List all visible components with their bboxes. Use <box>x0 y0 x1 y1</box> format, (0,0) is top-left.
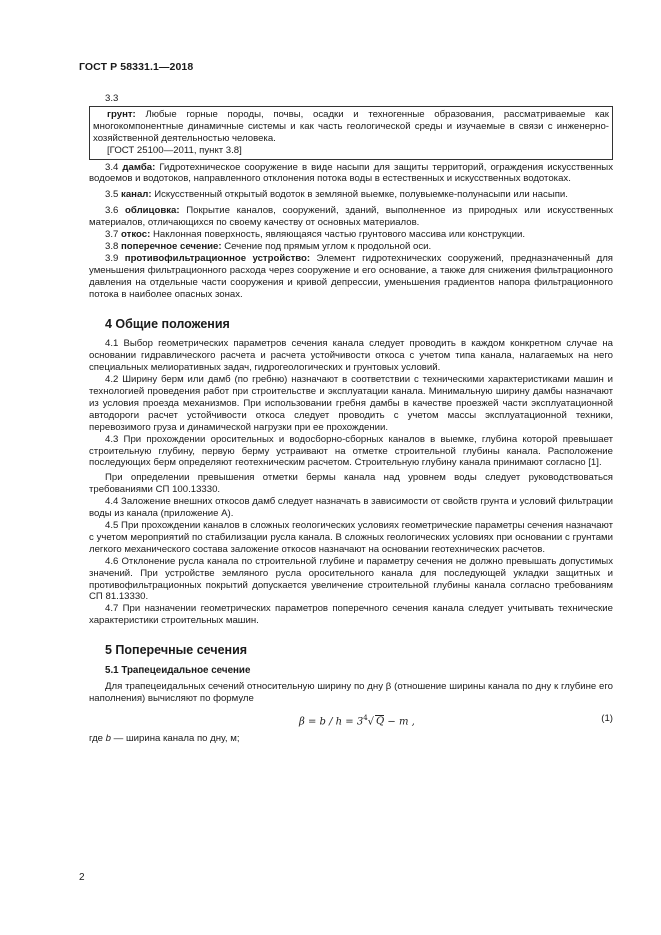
section-5-title: 5 Поперечные сечения <box>105 643 248 658</box>
term-3-3-reference: [ГОСТ 25100—2011, пункт 3.8] <box>107 144 242 156</box>
paragraph-5-1-intro: Для трапецеидальных сечений относительную ширину по дну β (отношение ширины канала по дну к глубине его наполнения) вычисляют по формуле <box>89 680 613 704</box>
formula-expression <box>299 713 415 728</box>
term-text: Элемент гидротехнических сооружений, предназначенный для уменьшения фильтрационного расхода через сооружение и его основание, а также для снижения фильтрационного давления на отдельные части сооружения и кривой депрессии, уменьшения градиентов напора фильтрационного потока в наиболее опасных зонах. <box>89 252 613 300</box>
paragraph-4-4: 4.4 Заложение внешних откосов дамб следует назначать в зависимости от свойств грунта и условий фильтрации воды из канала (приложение А). <box>89 496 613 520</box>
paragraph-4-6: 4.6 Отклонение русла канала по строительной глубине и параметру сечения не должно превышать допустимых значений. При устройстве земляного русла оросительного канала для последующей укладки защитных и противофильтрационных покрытий допускается увеличение строительной глубины канала согласно требованиям СП 81.13330. <box>89 555 613 603</box>
term-3-8 <box>89 241 613 253</box>
term-number: 3.6 <box>105 205 126 217</box>
term-3-3-text: Любые горные породы, почвы, осадки и техногенные образования, рассматриваемые как многокомпонентные динамичные системы и как часть геологической среды и изучаемые в связи с инженерно-хозяйственной деятельностью человека. <box>93 108 609 144</box>
term-name: противофильтрационное устройство: <box>124 252 311 264</box>
term-3-3-box <box>89 106 613 160</box>
term-text: Искусственный открытый водоток в земляной выемке, полувыемке-полунасыпи или насыпи. <box>151 189 568 201</box>
section-4-body <box>89 338 613 627</box>
term-3-3-term: грунт: <box>107 108 136 120</box>
where-prefix: где <box>89 732 106 744</box>
where-text: — ширина канала по дну, м; <box>111 732 240 744</box>
formula-root-index: 4 <box>363 713 368 722</box>
formula-where <box>89 733 613 745</box>
term-number: 3.8 <box>105 240 122 252</box>
document-body <box>89 93 613 745</box>
term-3-5 <box>89 189 613 201</box>
term-name: поперечное сечение: <box>121 240 222 252</box>
formula-tail: − m , <box>384 716 415 728</box>
paragraph-4-3: 4.3 При прохождении оросительных и водосборно-сборных каналов в выемке, глубина которой превышает строительную глубину, первую берму устраивают на отметке строительной глубины канала. Расположение последующих берм определяют геотехническим расчетом. Строительную глубину канала принимают согласно [1]. <box>89 433 613 469</box>
term-name: канал: <box>121 189 152 201</box>
term-3-4 <box>89 162 613 186</box>
term-number: 3.4 <box>105 161 123 173</box>
paragraph-4-3-note: При определении превышения отметки бермы канала над уровнем воды следует руководствоваться требованиями СП 100.13330. <box>89 472 613 496</box>
formula-lhs: β = b / h = 3 <box>299 716 364 728</box>
term-text: Гидротехническое сооружение в виде насыпи для защиты территорий, ограждения искусственных водоемов и водотоков, направленного отклонения потока воды в естественных и искусственных водотоках. <box>89 161 613 185</box>
radical-sign-icon: √ <box>367 716 375 728</box>
paragraph-4-1: 4.1 Выбор геометрических параметров сечения канала следует проводить в каждом конкретном случае на основании гидравлического расчета и расчета устойчивости откоса с учетом типа канала, налагаемых на него специальных мелиоративных задач, гидрогеологических и грунтовых условий. <box>89 338 613 374</box>
formula-radicand: Q <box>376 716 385 728</box>
paragraph-4-7: 4.7 При назначении геометрических параметров поперечного сечения канала следует учитывать технические характеристики строительных машин. <box>89 603 613 627</box>
term-3-9 <box>89 253 613 301</box>
term-name: дамба: <box>122 161 156 173</box>
formula-1 <box>89 710 613 730</box>
terms-list <box>89 162 613 301</box>
document-header: ГОСТ Р 58331.1—2018 <box>79 61 194 73</box>
term-number: 3.5 <box>105 189 122 201</box>
term-number: 3.7 <box>105 229 122 241</box>
subsection-5-1-title: 5.1 Трапецеидальное сечение <box>105 665 251 677</box>
formula-number: (1) <box>601 712 613 724</box>
where-variable: b <box>105 732 112 744</box>
term-3-7 <box>89 229 613 241</box>
term-3-3-number: 3.3 <box>105 93 119 104</box>
paragraph-4-5: 4.5 При прохождении каналов в сложных геологических условиях геометрические параметры сечения назначают с учетом мероприятий по стабилизации русла канала. В сложных геологических условиях при основании с грунтами легкого механического состава заложение откосов назначают на основании геотехнических расчетов. <box>89 520 613 555</box>
section-4-title: 4 Общие положения <box>105 316 230 331</box>
term-3-6 <box>89 205 613 229</box>
term-text: Наклонная поверхность, являющаяся частью грунтового массива или конструкции. <box>150 229 526 241</box>
term-text: Покрытие каналов, сооружений, зданий, выполненное из природных или искусственных материалов, отличающихся по своему качеству от основных материалов. <box>89 205 613 229</box>
paragraph-4-2: 4.2 Ширину берм или дамб (по гребню) назначают в соответствии с техническими характеристиками машин и технологией проведения работ при строительстве и эксплуатации канала. Минимальную ширину дамбы назначают из условия проезда механизмов. При использовании гребня дамбы в качестве проезжей части эксплуатационной автодороги расчет устойчивости откоса следует проводить с учетом массы эксплуатационной техники, перевозимого груза и динамической нагрузки при ее прохождении. <box>89 374 613 433</box>
term-name: откос: <box>121 229 151 241</box>
term-3-3-definition <box>93 109 609 145</box>
term-number: 3.9 <box>105 252 125 264</box>
term-name: облицовка: <box>125 205 180 217</box>
term-text: Сечение под прямым углом к продольной оси. <box>221 240 432 252</box>
page-number: 2 <box>79 872 85 883</box>
